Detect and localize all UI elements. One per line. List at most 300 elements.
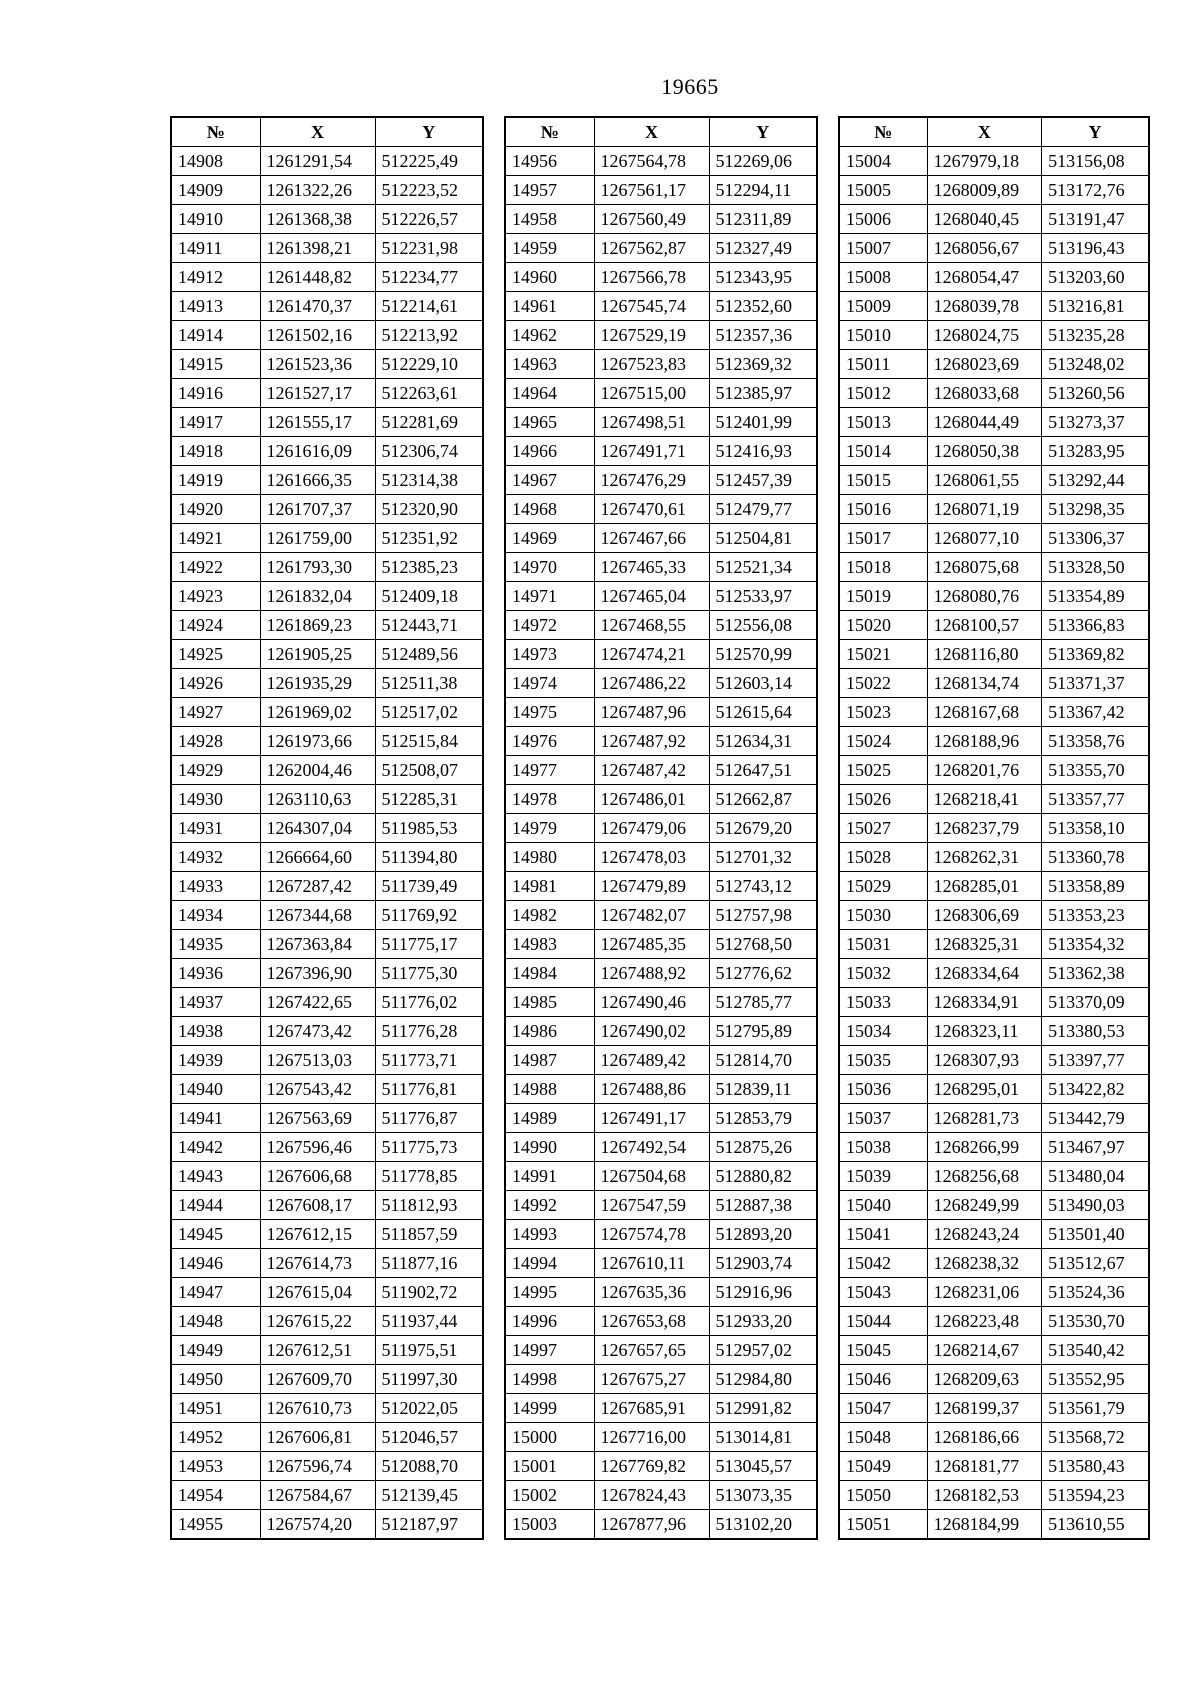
y-coordinate-cell: 512443,71 bbox=[375, 611, 483, 640]
point-number-cell: 14967 bbox=[505, 466, 594, 495]
x-coordinate-cell: 1268182,53 bbox=[927, 1481, 1041, 1510]
table-row bbox=[171, 1481, 483, 1510]
x-coordinate-cell: 1268075,68 bbox=[927, 553, 1041, 582]
header-number: № bbox=[505, 117, 594, 147]
y-coordinate-cell: 512401,99 bbox=[709, 408, 817, 437]
x-coordinate-cell: 1267564,78 bbox=[594, 147, 709, 176]
y-coordinate-cell: 513045,57 bbox=[709, 1452, 817, 1481]
table-row bbox=[505, 408, 817, 437]
point-number-cell: 14984 bbox=[505, 959, 594, 988]
y-coordinate-cell: 513568,72 bbox=[1042, 1423, 1149, 1452]
header-x: X bbox=[927, 117, 1041, 147]
x-coordinate-cell: 1268100,57 bbox=[927, 611, 1041, 640]
table-row bbox=[505, 1075, 817, 1104]
y-coordinate-cell: 513196,43 bbox=[1042, 234, 1149, 263]
x-coordinate-cell: 1267488,86 bbox=[594, 1075, 709, 1104]
x-coordinate-cell: 1261707,37 bbox=[260, 495, 375, 524]
x-coordinate-cell: 1261869,23 bbox=[260, 611, 375, 640]
y-coordinate-cell: 513422,82 bbox=[1042, 1075, 1149, 1104]
y-coordinate-cell: 513357,77 bbox=[1042, 785, 1149, 814]
table-row bbox=[839, 582, 1149, 611]
x-coordinate-cell: 1267515,00 bbox=[594, 379, 709, 408]
table-row bbox=[171, 901, 483, 930]
y-coordinate-cell: 513397,77 bbox=[1042, 1046, 1149, 1075]
table-row bbox=[171, 466, 483, 495]
table-row bbox=[839, 234, 1149, 263]
table-row bbox=[505, 785, 817, 814]
x-coordinate-cell: 1268050,38 bbox=[927, 437, 1041, 466]
x-coordinate-cell: 1261502,16 bbox=[260, 321, 375, 350]
point-number-cell: 14943 bbox=[171, 1162, 260, 1191]
point-number-cell: 15022 bbox=[839, 669, 927, 698]
x-coordinate-cell: 1267769,82 bbox=[594, 1452, 709, 1481]
x-coordinate-cell: 1268323,11 bbox=[927, 1017, 1041, 1046]
y-coordinate-cell: 513540,42 bbox=[1042, 1336, 1149, 1365]
table-row bbox=[839, 1510, 1149, 1540]
point-number-cell: 15012 bbox=[839, 379, 927, 408]
point-number-cell: 15049 bbox=[839, 1452, 927, 1481]
point-number-cell: 14912 bbox=[171, 263, 260, 292]
point-number-cell: 15024 bbox=[839, 727, 927, 756]
table-row bbox=[171, 582, 483, 611]
x-coordinate-cell: 1267566,78 bbox=[594, 263, 709, 292]
y-coordinate-cell: 511985,53 bbox=[375, 814, 483, 843]
y-coordinate-cell: 512839,11 bbox=[709, 1075, 817, 1104]
x-coordinate-cell: 1267635,36 bbox=[594, 1278, 709, 1307]
x-coordinate-cell: 1268307,93 bbox=[927, 1046, 1041, 1075]
table-row bbox=[505, 1510, 817, 1540]
table-row bbox=[505, 1394, 817, 1423]
point-number-cell: 15029 bbox=[839, 872, 927, 901]
table-row bbox=[505, 1162, 817, 1191]
y-coordinate-cell: 513371,37 bbox=[1042, 669, 1149, 698]
point-number-cell: 15008 bbox=[839, 263, 927, 292]
table-row bbox=[839, 727, 1149, 756]
header-y: Y bbox=[1042, 117, 1149, 147]
x-coordinate-cell: 1268237,79 bbox=[927, 814, 1041, 843]
y-coordinate-cell: 512603,14 bbox=[709, 669, 817, 698]
point-number-cell: 14959 bbox=[505, 234, 594, 263]
x-coordinate-cell: 1268033,68 bbox=[927, 379, 1041, 408]
y-coordinate-cell: 512916,96 bbox=[709, 1278, 817, 1307]
point-number-cell: 14960 bbox=[505, 263, 594, 292]
x-coordinate-cell: 1261666,35 bbox=[260, 466, 375, 495]
table-body bbox=[505, 147, 817, 1540]
x-coordinate-cell: 1267478,03 bbox=[594, 843, 709, 872]
x-coordinate-cell: 1267574,78 bbox=[594, 1220, 709, 1249]
y-coordinate-cell: 512903,74 bbox=[709, 1249, 817, 1278]
table-row bbox=[839, 698, 1149, 727]
point-number-cell: 14946 bbox=[171, 1249, 260, 1278]
point-number-cell: 14945 bbox=[171, 1220, 260, 1249]
point-number-cell: 15021 bbox=[839, 640, 927, 669]
table-row bbox=[839, 379, 1149, 408]
x-coordinate-cell: 1267547,59 bbox=[594, 1191, 709, 1220]
table-row bbox=[839, 1394, 1149, 1423]
y-coordinate-cell: 513298,35 bbox=[1042, 495, 1149, 524]
point-number-cell: 14974 bbox=[505, 669, 594, 698]
point-number-cell: 15025 bbox=[839, 756, 927, 785]
y-coordinate-cell: 512357,36 bbox=[709, 321, 817, 350]
point-number-cell: 14983 bbox=[505, 930, 594, 959]
point-number-cell: 14993 bbox=[505, 1220, 594, 1249]
y-coordinate-cell: 513442,79 bbox=[1042, 1104, 1149, 1133]
x-coordinate-cell: 1267492,54 bbox=[594, 1133, 709, 1162]
x-coordinate-cell: 1268023,69 bbox=[927, 350, 1041, 379]
table-row bbox=[171, 1394, 483, 1423]
point-number-cell: 15000 bbox=[505, 1423, 594, 1452]
point-number-cell: 15043 bbox=[839, 1278, 927, 1307]
point-number-cell: 14914 bbox=[171, 321, 260, 350]
y-coordinate-cell: 512893,20 bbox=[709, 1220, 817, 1249]
table-row bbox=[839, 321, 1149, 350]
y-coordinate-cell: 512320,90 bbox=[375, 495, 483, 524]
table-row bbox=[839, 1365, 1149, 1394]
table-row bbox=[171, 698, 483, 727]
y-coordinate-cell: 513512,67 bbox=[1042, 1249, 1149, 1278]
x-coordinate-cell: 1267468,55 bbox=[594, 611, 709, 640]
point-number-cell: 14982 bbox=[505, 901, 594, 930]
x-coordinate-cell: 1267596,74 bbox=[260, 1452, 375, 1481]
x-coordinate-cell: 1268116,80 bbox=[927, 640, 1041, 669]
y-coordinate-cell: 512457,39 bbox=[709, 466, 817, 495]
y-coordinate-cell: 512352,60 bbox=[709, 292, 817, 321]
x-coordinate-cell: 1267657,65 bbox=[594, 1336, 709, 1365]
point-number-cell: 14920 bbox=[171, 495, 260, 524]
table-row bbox=[171, 176, 483, 205]
table-row bbox=[171, 1336, 483, 1365]
y-coordinate-cell: 512933,20 bbox=[709, 1307, 817, 1336]
header-x: X bbox=[594, 117, 709, 147]
point-number-cell: 14957 bbox=[505, 176, 594, 205]
y-coordinate-cell: 513369,82 bbox=[1042, 640, 1149, 669]
point-number-cell: 15035 bbox=[839, 1046, 927, 1075]
table-row bbox=[839, 872, 1149, 901]
y-coordinate-cell: 511394,80 bbox=[375, 843, 483, 872]
table-row bbox=[505, 1365, 817, 1394]
y-coordinate-cell: 512647,51 bbox=[709, 756, 817, 785]
table-row bbox=[839, 1104, 1149, 1133]
table-row bbox=[171, 756, 483, 785]
point-number-cell: 14972 bbox=[505, 611, 594, 640]
y-coordinate-cell: 512213,92 bbox=[375, 321, 483, 350]
y-coordinate-cell: 512701,32 bbox=[709, 843, 817, 872]
y-coordinate-cell: 512139,45 bbox=[375, 1481, 483, 1510]
point-number-cell: 14970 bbox=[505, 553, 594, 582]
x-coordinate-cell: 1267610,11 bbox=[594, 1249, 709, 1278]
x-coordinate-cell: 1267479,89 bbox=[594, 872, 709, 901]
point-number-cell: 15050 bbox=[839, 1481, 927, 1510]
y-coordinate-cell: 513328,50 bbox=[1042, 553, 1149, 582]
y-coordinate-cell: 512515,84 bbox=[375, 727, 483, 756]
y-coordinate-cell: 511778,85 bbox=[375, 1162, 483, 1191]
table-row bbox=[171, 1278, 483, 1307]
table-row bbox=[839, 814, 1149, 843]
x-coordinate-cell: 1267606,68 bbox=[260, 1162, 375, 1191]
table-row bbox=[171, 1191, 483, 1220]
table-row bbox=[505, 843, 817, 872]
x-coordinate-cell: 1267609,70 bbox=[260, 1365, 375, 1394]
point-number-cell: 14955 bbox=[171, 1510, 260, 1540]
table-row bbox=[505, 495, 817, 524]
y-coordinate-cell: 512385,23 bbox=[375, 553, 483, 582]
y-coordinate-cell: 512088,70 bbox=[375, 1452, 483, 1481]
y-coordinate-cell: 512369,32 bbox=[709, 350, 817, 379]
y-coordinate-cell: 512984,80 bbox=[709, 1365, 817, 1394]
x-coordinate-cell: 1268039,78 bbox=[927, 292, 1041, 321]
coordinate-table-3 bbox=[838, 116, 1150, 1540]
point-number-cell: 14951 bbox=[171, 1394, 260, 1423]
table-row bbox=[171, 524, 483, 553]
table-row bbox=[171, 872, 483, 901]
y-coordinate-cell: 512231,98 bbox=[375, 234, 483, 263]
point-number-cell: 14990 bbox=[505, 1133, 594, 1162]
point-number-cell: 14988 bbox=[505, 1075, 594, 1104]
x-coordinate-cell: 1263110,63 bbox=[260, 785, 375, 814]
table-row bbox=[839, 1220, 1149, 1249]
x-coordinate-cell: 1267485,35 bbox=[594, 930, 709, 959]
y-coordinate-cell: 512046,57 bbox=[375, 1423, 483, 1452]
point-number-cell: 14926 bbox=[171, 669, 260, 698]
x-coordinate-cell: 1267396,90 bbox=[260, 959, 375, 988]
x-coordinate-cell: 1267487,96 bbox=[594, 698, 709, 727]
y-coordinate-cell: 513530,70 bbox=[1042, 1307, 1149, 1336]
table-row bbox=[171, 669, 483, 698]
table-row bbox=[839, 205, 1149, 234]
x-coordinate-cell: 1268256,68 bbox=[927, 1162, 1041, 1191]
x-coordinate-cell: 1267574,20 bbox=[260, 1510, 375, 1540]
y-coordinate-cell: 513480,04 bbox=[1042, 1162, 1149, 1191]
table-row bbox=[505, 466, 817, 495]
x-coordinate-cell: 1261832,04 bbox=[260, 582, 375, 611]
point-number-cell: 14911 bbox=[171, 234, 260, 263]
x-coordinate-cell: 1268281,73 bbox=[927, 1104, 1041, 1133]
y-coordinate-cell: 511775,73 bbox=[375, 1133, 483, 1162]
y-coordinate-cell: 513260,56 bbox=[1042, 379, 1149, 408]
table-row bbox=[839, 785, 1149, 814]
table-row bbox=[839, 147, 1149, 176]
table-row bbox=[505, 698, 817, 727]
x-coordinate-cell: 1267473,42 bbox=[260, 1017, 375, 1046]
y-coordinate-cell: 511877,16 bbox=[375, 1249, 483, 1278]
x-coordinate-cell: 1267610,73 bbox=[260, 1394, 375, 1423]
point-number-cell: 14964 bbox=[505, 379, 594, 408]
x-coordinate-cell: 1268249,99 bbox=[927, 1191, 1041, 1220]
point-number-cell: 14928 bbox=[171, 727, 260, 756]
y-coordinate-cell: 512327,49 bbox=[709, 234, 817, 263]
x-coordinate-cell: 1267474,21 bbox=[594, 640, 709, 669]
point-number-cell: 14932 bbox=[171, 843, 260, 872]
table-row bbox=[505, 1046, 817, 1075]
table-row bbox=[505, 1249, 817, 1278]
y-coordinate-cell: 512343,95 bbox=[709, 263, 817, 292]
point-number-cell: 14927 bbox=[171, 698, 260, 727]
y-coordinate-cell: 512511,38 bbox=[375, 669, 483, 698]
table-row bbox=[171, 553, 483, 582]
y-coordinate-cell: 512225,49 bbox=[375, 147, 483, 176]
point-number-cell: 14986 bbox=[505, 1017, 594, 1046]
point-number-cell: 15026 bbox=[839, 785, 927, 814]
x-coordinate-cell: 1267491,17 bbox=[594, 1104, 709, 1133]
point-number-cell: 14995 bbox=[505, 1278, 594, 1307]
y-coordinate-cell: 512556,08 bbox=[709, 611, 817, 640]
x-coordinate-cell: 1268184,99 bbox=[927, 1510, 1041, 1540]
x-coordinate-cell: 1267513,03 bbox=[260, 1046, 375, 1075]
x-coordinate-cell: 1261527,17 bbox=[260, 379, 375, 408]
table-row bbox=[839, 437, 1149, 466]
y-coordinate-cell: 512785,77 bbox=[709, 988, 817, 1017]
y-coordinate-cell: 512814,70 bbox=[709, 1046, 817, 1075]
table-row bbox=[839, 1423, 1149, 1452]
table-row bbox=[839, 1278, 1149, 1307]
point-number-cell: 14989 bbox=[505, 1104, 594, 1133]
point-number-cell: 14942 bbox=[171, 1133, 260, 1162]
x-coordinate-cell: 1267287,42 bbox=[260, 872, 375, 901]
header-number: № bbox=[171, 117, 260, 147]
x-coordinate-cell: 1267476,29 bbox=[594, 466, 709, 495]
y-coordinate-cell: 513561,79 bbox=[1042, 1394, 1149, 1423]
y-coordinate-cell: 512795,89 bbox=[709, 1017, 817, 1046]
table-row bbox=[505, 611, 817, 640]
x-coordinate-cell: 1267470,61 bbox=[594, 495, 709, 524]
x-coordinate-cell: 1267490,46 bbox=[594, 988, 709, 1017]
table-row bbox=[171, 843, 483, 872]
x-coordinate-cell: 1267584,67 bbox=[260, 1481, 375, 1510]
table-row bbox=[171, 1423, 483, 1452]
x-coordinate-cell: 1267479,06 bbox=[594, 814, 709, 843]
y-coordinate-cell: 512229,10 bbox=[375, 350, 483, 379]
table-row bbox=[505, 321, 817, 350]
point-number-cell: 15041 bbox=[839, 1220, 927, 1249]
table-row bbox=[839, 1191, 1149, 1220]
y-coordinate-cell: 513203,60 bbox=[1042, 263, 1149, 292]
x-coordinate-cell: 1268044,49 bbox=[927, 408, 1041, 437]
point-number-cell: 15023 bbox=[839, 698, 927, 727]
y-coordinate-cell: 512757,98 bbox=[709, 901, 817, 930]
x-coordinate-cell: 1267344,68 bbox=[260, 901, 375, 930]
x-coordinate-cell: 1261935,29 bbox=[260, 669, 375, 698]
y-coordinate-cell: 512479,77 bbox=[709, 495, 817, 524]
table-row bbox=[839, 263, 1149, 292]
y-coordinate-cell: 513358,10 bbox=[1042, 814, 1149, 843]
point-number-cell: 15016 bbox=[839, 495, 927, 524]
table-row bbox=[171, 814, 483, 843]
table-row bbox=[839, 1133, 1149, 1162]
point-number-cell: 14918 bbox=[171, 437, 260, 466]
point-number-cell: 15011 bbox=[839, 350, 927, 379]
x-coordinate-cell: 1267979,18 bbox=[927, 147, 1041, 176]
y-coordinate-cell: 512294,11 bbox=[709, 176, 817, 205]
point-number-cell: 15032 bbox=[839, 959, 927, 988]
table-row bbox=[839, 843, 1149, 872]
point-number-cell: 14937 bbox=[171, 988, 260, 1017]
x-coordinate-cell: 1267716,00 bbox=[594, 1423, 709, 1452]
y-coordinate-cell: 512281,69 bbox=[375, 408, 483, 437]
table-row bbox=[171, 495, 483, 524]
point-number-cell: 15013 bbox=[839, 408, 927, 437]
x-coordinate-cell: 1267545,74 bbox=[594, 292, 709, 321]
table-row bbox=[505, 553, 817, 582]
y-coordinate-cell: 513580,43 bbox=[1042, 1452, 1149, 1481]
table-row bbox=[171, 205, 483, 234]
point-number-cell: 14961 bbox=[505, 292, 594, 321]
table-row bbox=[171, 1249, 483, 1278]
x-coordinate-cell: 1268188,96 bbox=[927, 727, 1041, 756]
table-row bbox=[839, 1481, 1149, 1510]
y-coordinate-cell: 513353,23 bbox=[1042, 901, 1149, 930]
y-coordinate-cell: 511857,59 bbox=[375, 1220, 483, 1249]
point-number-cell: 15051 bbox=[839, 1510, 927, 1540]
x-coordinate-cell: 1268009,89 bbox=[927, 176, 1041, 205]
table-row bbox=[839, 1017, 1149, 1046]
y-coordinate-cell: 511769,92 bbox=[375, 901, 483, 930]
x-coordinate-cell: 1267653,68 bbox=[594, 1307, 709, 1336]
table-row bbox=[171, 1046, 483, 1075]
table-row bbox=[839, 495, 1149, 524]
y-coordinate-cell: 512880,82 bbox=[709, 1162, 817, 1191]
y-coordinate-cell: 513362,38 bbox=[1042, 959, 1149, 988]
table-row bbox=[505, 263, 817, 292]
table-row bbox=[505, 1452, 817, 1481]
point-number-cell: 15037 bbox=[839, 1104, 927, 1133]
y-coordinate-cell: 513102,20 bbox=[709, 1510, 817, 1540]
y-coordinate-cell: 513366,83 bbox=[1042, 611, 1149, 640]
point-number-cell: 14934 bbox=[171, 901, 260, 930]
point-number-cell: 15033 bbox=[839, 988, 927, 1017]
y-coordinate-cell: 512187,97 bbox=[375, 1510, 483, 1540]
y-coordinate-cell: 513610,55 bbox=[1042, 1510, 1149, 1540]
table-row bbox=[839, 930, 1149, 959]
table-row bbox=[839, 350, 1149, 379]
header-y: Y bbox=[709, 117, 817, 147]
y-coordinate-cell: 512416,93 bbox=[709, 437, 817, 466]
x-coordinate-cell: 1262004,46 bbox=[260, 756, 375, 785]
y-coordinate-cell: 511776,87 bbox=[375, 1104, 483, 1133]
y-coordinate-cell: 512743,12 bbox=[709, 872, 817, 901]
y-coordinate-cell: 511739,49 bbox=[375, 872, 483, 901]
point-number-cell: 15007 bbox=[839, 234, 927, 263]
x-coordinate-cell: 1268024,75 bbox=[927, 321, 1041, 350]
table-row bbox=[171, 263, 483, 292]
y-coordinate-cell: 512517,02 bbox=[375, 698, 483, 727]
y-coordinate-cell: 513380,53 bbox=[1042, 1017, 1149, 1046]
x-coordinate-cell: 1268214,67 bbox=[927, 1336, 1041, 1365]
table-row bbox=[505, 147, 817, 176]
header-row bbox=[839, 117, 1149, 147]
point-number-cell: 15020 bbox=[839, 611, 927, 640]
table-row bbox=[505, 524, 817, 553]
y-coordinate-cell: 512991,82 bbox=[709, 1394, 817, 1423]
point-number-cell: 14910 bbox=[171, 205, 260, 234]
table-row bbox=[171, 1017, 483, 1046]
y-coordinate-cell: 513235,28 bbox=[1042, 321, 1149, 350]
x-coordinate-cell: 1261973,66 bbox=[260, 727, 375, 756]
point-number-cell: 15040 bbox=[839, 1191, 927, 1220]
x-coordinate-cell: 1267675,27 bbox=[594, 1365, 709, 1394]
x-coordinate-cell: 1267562,87 bbox=[594, 234, 709, 263]
x-coordinate-cell: 1268285,01 bbox=[927, 872, 1041, 901]
point-number-cell: 14966 bbox=[505, 437, 594, 466]
point-number-cell: 14987 bbox=[505, 1046, 594, 1075]
table-row bbox=[839, 408, 1149, 437]
point-number-cell: 15005 bbox=[839, 176, 927, 205]
coordinate-table-1 bbox=[170, 116, 484, 1540]
header-row bbox=[171, 117, 483, 147]
x-coordinate-cell: 1261398,21 bbox=[260, 234, 375, 263]
table-row bbox=[505, 1220, 817, 1249]
point-number-cell: 14953 bbox=[171, 1452, 260, 1481]
x-coordinate-cell: 1268199,37 bbox=[927, 1394, 1041, 1423]
